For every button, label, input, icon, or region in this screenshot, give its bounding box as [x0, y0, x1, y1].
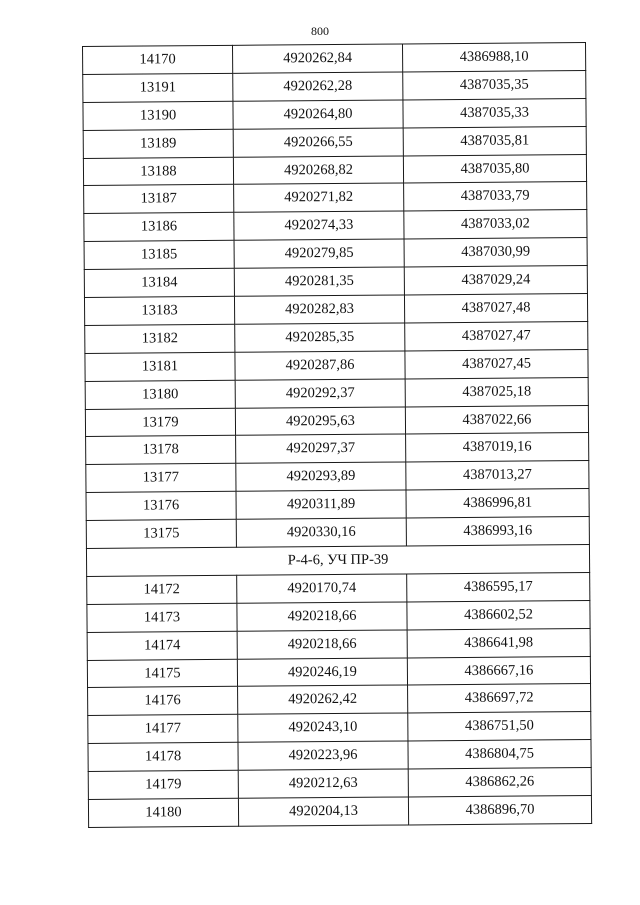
point-number-cell: 13186 [84, 213, 234, 242]
x-coordinate-cell: 4920264,80 [233, 100, 403, 129]
point-number-cell: 13177 [86, 464, 236, 493]
y-coordinate-cell: 4387029,24 [404, 266, 587, 295]
y-coordinate-cell: 4386602,52 [407, 600, 590, 629]
table-row [83, 43, 586, 75]
point-number-cell: 14177 [88, 715, 238, 744]
table-row [83, 70, 586, 102]
table-row [84, 210, 587, 242]
point-number-cell: 14178 [88, 743, 238, 772]
x-coordinate-cell: 4920285,35 [235, 323, 405, 352]
y-coordinate-cell: 4387022,66 [405, 405, 588, 434]
point-number-cell: 14173 [87, 603, 237, 632]
y-coordinate-cell: 4386751,50 [408, 712, 591, 741]
point-number-cell: 14174 [87, 631, 237, 660]
y-coordinate-cell: 4387035,80 [403, 154, 586, 183]
point-number-cell: 14179 [88, 770, 238, 799]
x-coordinate-cell: 4920281,35 [234, 267, 404, 296]
x-coordinate-cell: 4920243,10 [238, 713, 408, 742]
table-row [88, 768, 591, 800]
table-row [88, 684, 591, 716]
table-row [84, 294, 587, 326]
x-coordinate-cell: 4920282,83 [234, 295, 404, 324]
y-coordinate-cell: 4387025,18 [405, 377, 588, 406]
y-coordinate-cell: 4386993,16 [406, 517, 589, 546]
y-coordinate-cell: 4387033,02 [404, 210, 587, 239]
table-row [86, 461, 589, 493]
x-coordinate-cell: 4920262,84 [232, 44, 402, 73]
table-row [86, 433, 589, 465]
coordinates-table-wrapper [82, 42, 591, 828]
y-coordinate-cell: 4386862,26 [408, 768, 591, 797]
table-row [88, 740, 591, 772]
x-coordinate-cell: 4920262,42 [238, 685, 408, 714]
x-coordinate-cell: 4920212,63 [238, 769, 408, 798]
y-coordinate-cell: 4387035,35 [403, 70, 586, 99]
table-row [88, 712, 591, 744]
point-number-cell: 13183 [84, 296, 234, 325]
table-row [86, 489, 589, 521]
x-coordinate-cell: 4920266,55 [233, 128, 403, 157]
y-coordinate-cell: 4387035,33 [403, 98, 586, 127]
y-coordinate-cell: 4386641,98 [407, 628, 590, 657]
y-coordinate-cell: 4386697,72 [408, 684, 591, 713]
table-row [84, 182, 587, 214]
x-coordinate-cell: 4920297,37 [236, 434, 406, 463]
point-number-cell: 13181 [85, 352, 235, 381]
section-header-row [86, 545, 589, 577]
x-coordinate-cell: 4920218,66 [237, 602, 407, 631]
y-coordinate-cell: 4387035,81 [403, 126, 586, 155]
x-coordinate-cell: 4920274,33 [234, 211, 404, 240]
x-coordinate-cell: 4920311,89 [236, 490, 406, 519]
y-coordinate-cell: 4386988,10 [402, 43, 585, 72]
table-row [85, 377, 588, 409]
page-number: 800 [311, 24, 329, 38]
table-row [87, 656, 590, 688]
table-row [83, 126, 586, 158]
y-coordinate-cell: 4387013,27 [406, 461, 589, 490]
point-number-cell: 13187 [84, 185, 234, 214]
x-coordinate-cell: 4920223,96 [238, 741, 408, 770]
x-coordinate-cell: 4920268,82 [233, 156, 403, 185]
section-title: Р-4-6, УЧ ПР-39 [86, 545, 589, 577]
x-coordinate-cell: 4920204,13 [238, 797, 408, 826]
y-coordinate-cell: 4387019,16 [406, 433, 589, 462]
coordinates-table [82, 42, 592, 828]
x-coordinate-cell: 4920279,85 [234, 239, 404, 268]
table-row [83, 154, 586, 186]
point-number-cell: 13176 [86, 492, 236, 521]
table-row [88, 796, 591, 828]
y-coordinate-cell: 4386996,81 [406, 489, 589, 518]
table-row [85, 321, 588, 353]
x-coordinate-cell: 4920262,28 [233, 72, 403, 101]
point-number-cell: 13189 [83, 129, 233, 158]
point-number-cell: 13179 [85, 408, 235, 437]
point-number-cell: 14180 [88, 798, 238, 827]
y-coordinate-cell: 4387027,48 [404, 294, 587, 323]
point-number-cell: 13178 [86, 436, 236, 465]
table-row [85, 405, 588, 437]
y-coordinate-cell: 4386804,75 [408, 740, 591, 769]
point-number-cell: 13182 [85, 324, 235, 353]
y-coordinate-cell: 4387033,79 [404, 182, 587, 211]
x-coordinate-cell: 4920330,16 [236, 518, 406, 547]
coordinates-table-body [83, 43, 592, 828]
table-row [85, 349, 588, 381]
x-coordinate-cell: 4920295,63 [235, 407, 405, 436]
x-coordinate-cell: 4920246,19 [237, 658, 407, 687]
point-number-cell: 13175 [86, 519, 236, 548]
point-number-cell: 13185 [84, 241, 234, 270]
point-number-cell: 14172 [87, 575, 237, 604]
y-coordinate-cell: 4387030,99 [404, 238, 587, 267]
table-row [83, 98, 586, 130]
point-number-cell: 13180 [85, 380, 235, 409]
point-number-cell: 14170 [83, 45, 233, 74]
point-number-cell: 13188 [83, 157, 233, 186]
table-row [86, 517, 589, 549]
y-coordinate-cell: 4386896,70 [408, 796, 591, 825]
y-coordinate-cell: 4386667,16 [407, 656, 590, 685]
point-number-cell: 13190 [83, 101, 233, 130]
x-coordinate-cell: 4920218,66 [237, 630, 407, 659]
table-row [87, 628, 590, 660]
point-number-cell: 14175 [87, 659, 237, 688]
y-coordinate-cell: 4386595,17 [407, 572, 590, 601]
table-row [87, 600, 590, 632]
table-row [87, 572, 590, 604]
table-row [84, 266, 587, 298]
x-coordinate-cell: 4920287,86 [235, 351, 405, 380]
point-number-cell: 14176 [88, 687, 238, 716]
y-coordinate-cell: 4387027,47 [405, 321, 588, 350]
x-coordinate-cell: 4920271,82 [234, 183, 404, 212]
point-number-cell: 13191 [83, 73, 233, 102]
x-coordinate-cell: 4920170,74 [237, 574, 407, 603]
point-number-cell: 13184 [84, 268, 234, 297]
y-coordinate-cell: 4387027,45 [405, 349, 588, 378]
x-coordinate-cell: 4920293,89 [236, 462, 406, 491]
x-coordinate-cell: 4920292,37 [235, 379, 405, 408]
table-row [84, 238, 587, 270]
